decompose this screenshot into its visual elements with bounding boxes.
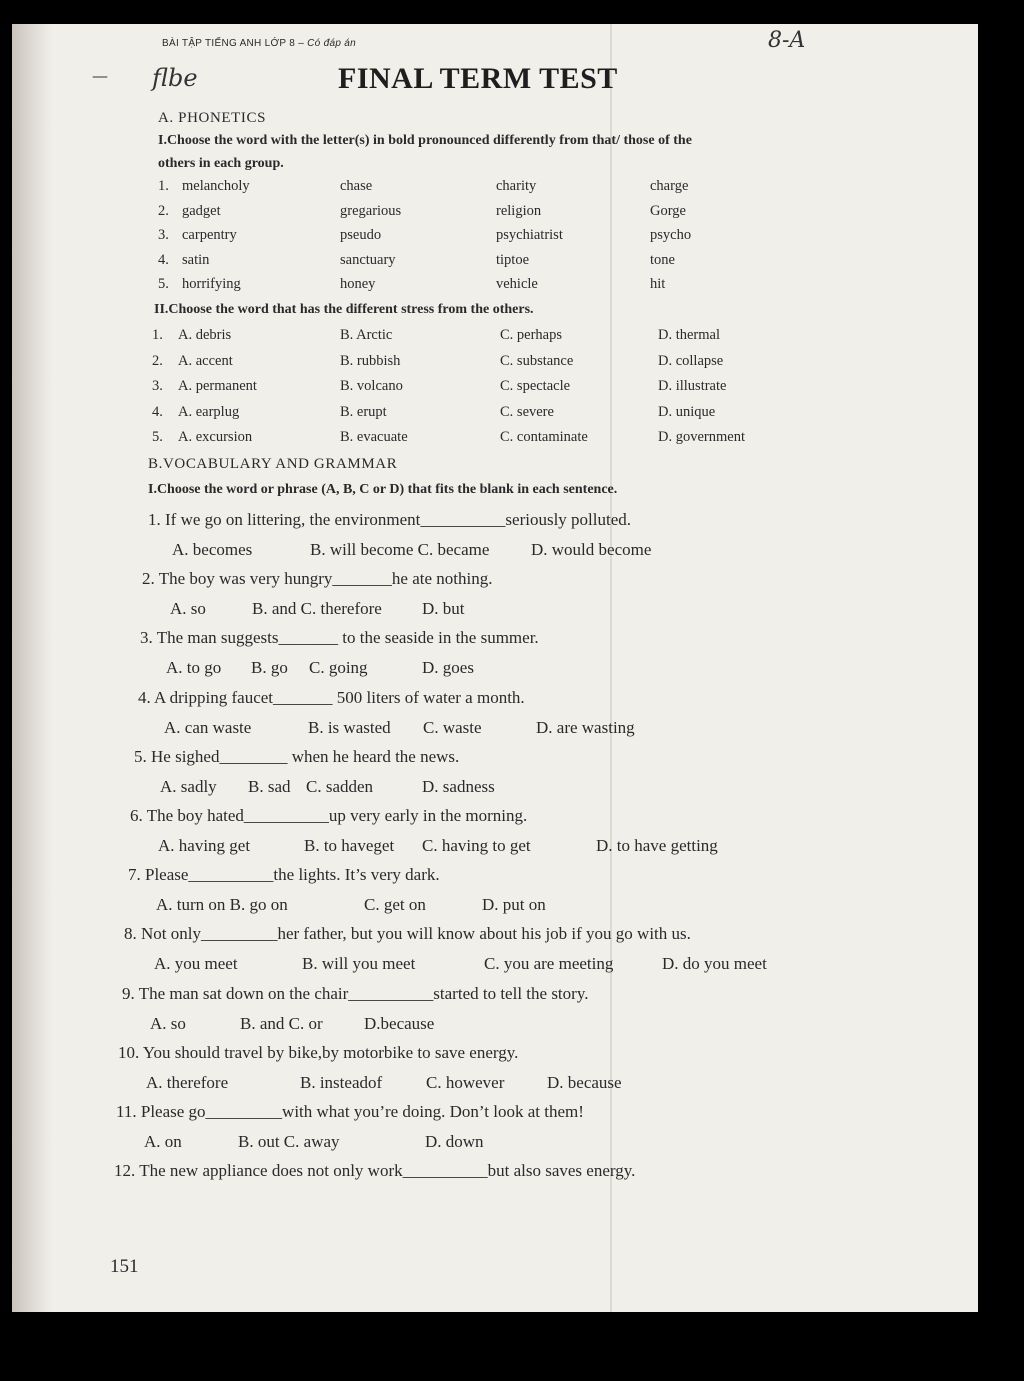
question-1-text: 1. If we go on littering, the environment__________seriously polluted. bbox=[148, 510, 632, 529]
pronunciation-cell-c: tiptoe bbox=[496, 251, 530, 268]
question-2-option: A. so bbox=[170, 599, 206, 619]
question-9-option: A. so bbox=[150, 1013, 186, 1033]
pronunciation-cell-d: hit bbox=[650, 276, 666, 292]
page-number: 151 bbox=[110, 1256, 139, 1277]
stress-cell-c: C. perhaps bbox=[500, 327, 563, 343]
pronunciation-cell-b: chase bbox=[340, 178, 373, 194]
stress-cell-num: 3. bbox=[152, 378, 163, 394]
question-5-option: B. sad bbox=[248, 776, 291, 796]
question-4-option: A. can waste bbox=[164, 717, 252, 737]
pronunciation-cell-b: sanctuary bbox=[340, 251, 396, 268]
question-10-option: C. however bbox=[426, 1072, 505, 1092]
handwritten-note-right: 8-A bbox=[768, 28, 806, 53]
pronunciation-cell-c: charity bbox=[496, 178, 537, 194]
handwritten-dash: — bbox=[92, 66, 108, 85]
pronunciation-cell-a: satin bbox=[182, 251, 210, 268]
question-10-text: 10. You should travel by bike,by motorbike to save energy. bbox=[118, 1042, 519, 1062]
question-6-option: B. to haveget bbox=[304, 836, 395, 855]
stress-cell-d: D. illustrate bbox=[658, 378, 727, 394]
phonetics-instruction-line1: I.Choose the word with the letter(s) in bold pronounced differently from that/ those of the bbox=[158, 133, 692, 148]
stress-cell-num: 2. bbox=[152, 352, 163, 369]
stress-cell-b: B. evacuate bbox=[340, 429, 408, 445]
question-6-option: D. to have getting bbox=[596, 836, 718, 855]
question-6-text: 6. The boy hated__________up very early in the morning. bbox=[130, 806, 528, 825]
question-3-option: A. to go bbox=[166, 658, 222, 678]
pronunciation-cell-num: 1. bbox=[158, 178, 169, 194]
stress-cell-c: C. substance bbox=[500, 352, 574, 369]
question-8-option: B. will you meet bbox=[302, 954, 416, 974]
question-1-option: D. would become bbox=[531, 540, 652, 559]
question-10-option: B. insteadof bbox=[300, 1072, 383, 1092]
question-1-option: B. will become C. became bbox=[310, 540, 490, 559]
question-4-text: 4. A dripping faucet_______ 500 liters of water a month. bbox=[138, 687, 525, 707]
question-11-text: 11. Please go_________with what you’re doing. Don’t look at them! bbox=[116, 1102, 584, 1121]
header-text: BÀI TẬP TIẾNG ANH LỚP 8 – bbox=[162, 38, 308, 49]
worksheet-page bbox=[12, 24, 978, 1312]
pronunciation-cell-b: honey bbox=[340, 276, 376, 292]
question-8-option: A. you meet bbox=[154, 954, 238, 974]
pronunciation-cell-b: gregarious bbox=[340, 202, 402, 219]
question-8-text: 8. Not only_________her father, but you will know about his job if you go with us. bbox=[124, 924, 691, 944]
question-2-option: B. and C. therefore bbox=[252, 599, 382, 619]
pronunciation-cell-d: tone bbox=[650, 251, 675, 268]
stress-cell-d: D. collapse bbox=[658, 352, 724, 369]
pronunciation-cell-c: religion bbox=[496, 202, 542, 219]
vocabulary-heading: B.VOCABULARY AND GRAMMAR bbox=[148, 456, 398, 472]
question-7-option: D. put on bbox=[482, 895, 546, 915]
page-shadow bbox=[12, 24, 52, 1312]
phonetics-instruction-line2: others in each group. bbox=[158, 156, 284, 171]
question-11-option: B. out C. away bbox=[238, 1132, 340, 1151]
stress-cell-b: B. Arctic bbox=[340, 327, 393, 343]
question-3-option: D. goes bbox=[422, 658, 474, 678]
question-11-option: A. on bbox=[144, 1132, 182, 1151]
stress-cell-d: D. thermal bbox=[658, 327, 721, 343]
pronunciation-cell-num: 3. bbox=[158, 227, 169, 243]
stress-cell-a: A. excursion bbox=[178, 429, 253, 445]
question-5-option: D. sadness bbox=[422, 776, 495, 796]
question-4-option: C. waste bbox=[423, 717, 482, 737]
stress-cell-b: B. volcano bbox=[340, 378, 403, 394]
question-5-text: 5. He sighed________ when he heard the news. bbox=[134, 746, 460, 766]
pronunciation-cell-a: melancholy bbox=[182, 178, 250, 194]
stress-cell-b: B. erupt bbox=[340, 403, 387, 420]
question-6-option: C. having to get bbox=[422, 836, 531, 855]
question-7-option: A. turn on B. go on bbox=[156, 895, 288, 915]
question-4-option: B. is wasted bbox=[308, 717, 391, 737]
pronunciation-cell-d: Gorge bbox=[650, 202, 686, 219]
stress-cell-d: D. government bbox=[658, 429, 745, 445]
stress-cell-a: A. permanent bbox=[178, 378, 257, 394]
stress-cell-num: 1. bbox=[152, 327, 163, 343]
question-10-option: A. therefore bbox=[146, 1072, 229, 1092]
pronunciation-cell-a: carpentry bbox=[182, 227, 237, 243]
question-4-option: D. are wasting bbox=[536, 717, 635, 737]
question-7-text: 7. Please__________the lights. It’s very dark. bbox=[128, 865, 440, 885]
stress-instruction: II.Choose the word that has the different stress from the others. bbox=[154, 302, 534, 317]
pronunciation-cell-num: 2. bbox=[158, 202, 169, 219]
question-7-option: C. get on bbox=[364, 895, 426, 915]
question-5-option: C. sadden bbox=[306, 776, 374, 796]
pronunciation-cell-d: charge bbox=[650, 178, 689, 194]
question-8-option: C. you are meeting bbox=[484, 954, 614, 974]
question-9-option: D.because bbox=[364, 1013, 435, 1033]
pronunciation-cell-d: psycho bbox=[650, 227, 692, 243]
stress-cell-a: A. accent bbox=[178, 352, 233, 369]
pronunciation-cell-a: gadget bbox=[182, 202, 221, 219]
pronunciation-cell-c: psychiatrist bbox=[496, 227, 563, 243]
stress-cell-c: C. spectacle bbox=[500, 378, 571, 394]
header-italic-text: Có đáp án bbox=[307, 38, 356, 49]
vocabulary-instruction: I.Choose the word or phrase (A, B, C or D) that fits the blank in each sentence. bbox=[148, 482, 618, 497]
phonetics-heading: A. PHONETICS bbox=[158, 110, 267, 126]
question-5-option: A. sadly bbox=[160, 776, 217, 796]
pronunciation-cell-num: 4. bbox=[158, 251, 169, 268]
handwritten-note-left: flbe bbox=[152, 64, 198, 92]
stress-cell-d: D. unique bbox=[658, 403, 716, 420]
worksheet-header bbox=[162, 38, 356, 49]
stress-cell-num: 4. bbox=[152, 403, 163, 420]
question-1-option: A. becomes bbox=[172, 540, 253, 559]
question-8-option: D. do you meet bbox=[662, 954, 767, 974]
stress-cell-c: C. contaminate bbox=[500, 429, 588, 445]
pronunciation-cell-c: vehicle bbox=[496, 276, 538, 292]
question-12-text: 12. The new appliance does not only work__________but also saves energy. bbox=[114, 1161, 636, 1181]
stress-cell-a: A. debris bbox=[178, 327, 232, 343]
stress-cell-b: B. rubbish bbox=[340, 352, 401, 369]
pronunciation-cell-b: pseudo bbox=[340, 227, 382, 243]
question-3-option: B. go bbox=[251, 658, 288, 678]
page-fold-line bbox=[610, 24, 612, 1312]
question-9-text: 9. The man sat down on the chair__________started to tell the story. bbox=[122, 983, 589, 1003]
question-2-option: D. but bbox=[422, 599, 465, 619]
pronunciation-cell-num: 5. bbox=[158, 276, 169, 292]
question-2-text: 2. The boy was very hungry_______he ate nothing. bbox=[142, 569, 493, 589]
question-3-text: 3. The man suggests_______ to the seaside in the summer. bbox=[140, 628, 539, 648]
stress-cell-c: C. severe bbox=[500, 403, 554, 420]
question-9-option: B. and C. or bbox=[240, 1013, 323, 1033]
question-6-option: A. having get bbox=[158, 836, 251, 855]
question-11-option: D. down bbox=[425, 1132, 484, 1151]
question-3-option: C. going bbox=[309, 658, 368, 678]
pronunciation-cell-a: horrifying bbox=[182, 276, 241, 292]
question-10-option: D. because bbox=[547, 1072, 622, 1092]
page-title: FINAL TERM TEST bbox=[338, 62, 618, 95]
stress-cell-num: 5. bbox=[152, 429, 163, 445]
stress-cell-a: A. earplug bbox=[178, 403, 240, 420]
